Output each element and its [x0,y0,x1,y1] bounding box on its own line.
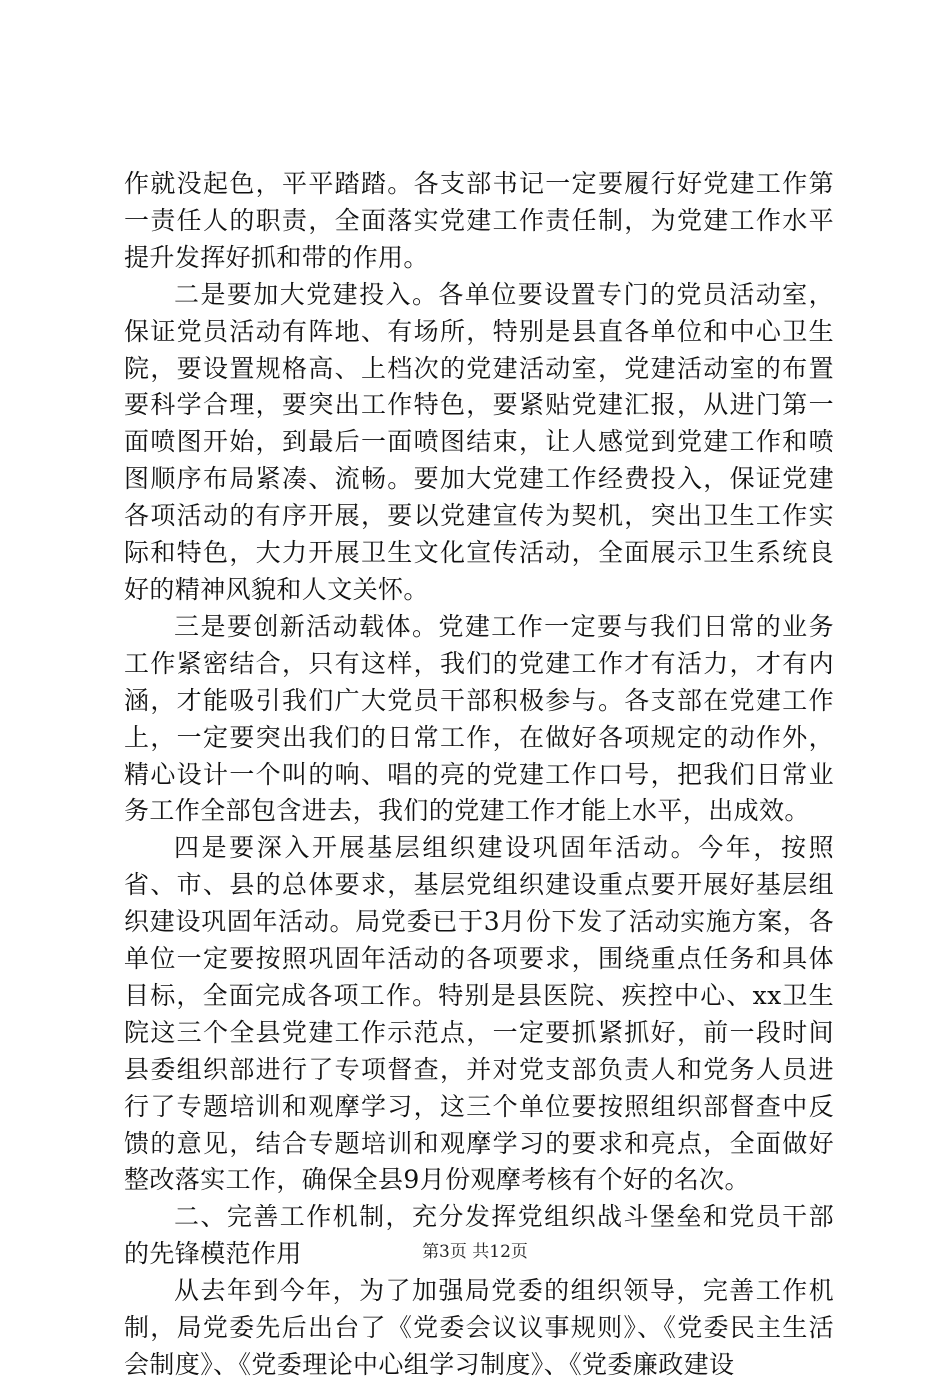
paragraph-continued: 作就没起色，平平踏踏。各支部书记一定要履行好党建工作第一责任人的职责，全面落实党建工作责任制，为党建工作水平提升发挥好抓和带的作用。 [124,169,834,272]
paragraph-party-investment: 二是要加大党建投入。各单位要设置专门的党员活动室，保证党员活动有阵地、有场所，特别是县直各单位和中心卫生院，要设置规格高、上档次的党建活动室，党建活动室的布置要科学合理，要突出工作特色，要紧贴党建汇报，从进门第一面喷图开始，到最后一面喷图结束，让人感觉到党建工作和喷图顺序布局紧凑、流畅。要加大党建工作经费投入，保证党建各项活动的有序开展，要以党建宣传为契机，突出卫生工作实际和特色，大力开展卫生文化宣传活动，全面展示卫生系统良好的精神风貌和人文关怀。 [124,279,834,604]
paragraph-consolidation-year: 四是要深入开展基层组织建设巩固年活动。今年，按照省、市、县的总体要求，基层党组织建设重点要开展好基层组织建设巩固年活动。局党委已于3月份下发了活动实施方案，各单位一定要按照巩固年活动的各项要求，围绕重点任务和具体目标，全面完成各项工作。特别是县医院、疾控中心、xx卫生院这三个全县党建工作示范点，一定要抓紧抓好，前一段时间县委组织部进行了专项督查，并对党支部负责人和党务人员进行了专题培训和观摩学习，这三个单位要按照组织部督查中反馈的意见，结合专题培训和观摩学习的要求和亮点，全面做好整改落实工作，确保全县9月份观摩考核有个好的名次。 [124,833,834,1195]
paragraph-party-rules: 从去年到今年，为了加强局党委的组织领导，完善工作机制，局党委先后出台了《党委会议议事规则》、《党委民主生活会制度》、《党委理论中心组学习制度》、《党委廉政建设 [124,1276,834,1379]
body-text [124,166,834,1384]
paragraph-activity-carrier: 三是要创新活动载体。党建工作一定要与我们日常的业务工作紧密结合，只有这样，我们的党建工作才有活力，才有内涵，才能吸引我们广大党员干部积极参与。各支部在党建工作上，一定要突出我们的日常工作，在做好各项规定的动作外，精心设计一个叫的响、唱的亮的党建工作口号，把我们日常业务工作全部包含进去，我们的党建工作才能上水平，出成效。 [124,611,834,826]
section-heading-work-mechanism: 二、完善工作机制，充分发挥党组织战斗堡垒和党员干部的先锋模范作用 [124,1202,834,1269]
page-number-footer: 第3页 共12页 [422,1242,528,1262]
